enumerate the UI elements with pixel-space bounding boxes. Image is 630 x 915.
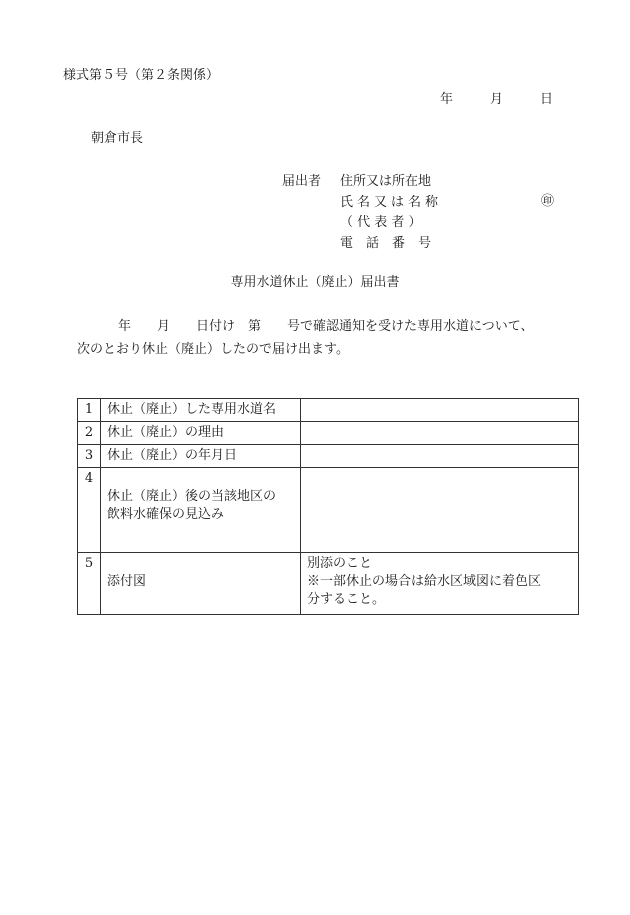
notifier-address-row [282, 174, 431, 190]
date-line [440, 92, 553, 108]
row-content [301, 468, 579, 553]
phone-label: 電 話 番 号 [340, 236, 432, 251]
representative-label: （ 代 表 者 ） [340, 215, 422, 230]
row-item: 休止（廃止）の理由 [101, 422, 301, 445]
table-row [78, 399, 579, 422]
table-row [78, 445, 579, 468]
row-content [301, 445, 579, 468]
row-item [101, 468, 301, 553]
row-content [301, 553, 579, 615]
content-line2: ※一部休止の場合は給水区域図に着色区 [307, 574, 542, 589]
row-item-text: 添付図 [107, 574, 147, 589]
table-row [78, 553, 579, 615]
row-content [301, 399, 579, 422]
content-line1: 別添のこと [307, 556, 373, 571]
document-title: 専用水道休止（廃止）届出書 [230, 275, 400, 290]
notifier-rep-row [282, 215, 422, 231]
row-number: 1 [78, 399, 101, 422]
row-number: 5 [78, 553, 101, 615]
name-label: 氏名又は名称 [340, 195, 443, 210]
row-number: 3 [78, 445, 101, 468]
row-content [301, 422, 579, 445]
addressee: 朝倉市長 [91, 131, 144, 146]
date-day: 日 [540, 92, 554, 107]
notifier-phone-row [282, 236, 431, 252]
notifier-name-row [282, 195, 442, 211]
date-year: 年 [440, 92, 454, 107]
body-text-line1: 年 月 日付け 第 号で確認通知を受けた専用水道について、 [118, 319, 534, 334]
form-number: 様式第５号（第２条関係） [63, 68, 220, 83]
row-number: 4 [78, 468, 101, 553]
row-number: 2 [78, 422, 101, 445]
table-row [78, 422, 579, 445]
row-item: 休止（廃止）した専用水道名 [101, 399, 301, 422]
row-item: 休止（廃止）の年月日 [101, 445, 301, 468]
row-item [101, 553, 301, 615]
body-text-line2: 次のとおり休止（廃止）したので届け出ます。 [77, 342, 349, 357]
row-item-line1: 休止（廃止）後の当該地区の [107, 489, 277, 504]
address-label: 住所又は所在地 [340, 174, 432, 189]
row-item-line2: 飲料水確保の見込み [107, 507, 225, 522]
content-line3: 分すること。 [307, 592, 386, 607]
date-month: 月 [490, 92, 504, 107]
notifier-label: 届出者 [282, 174, 322, 189]
seal-mark: ㊞ [541, 194, 555, 209]
table-row [78, 468, 579, 553]
details-table [77, 398, 579, 615]
